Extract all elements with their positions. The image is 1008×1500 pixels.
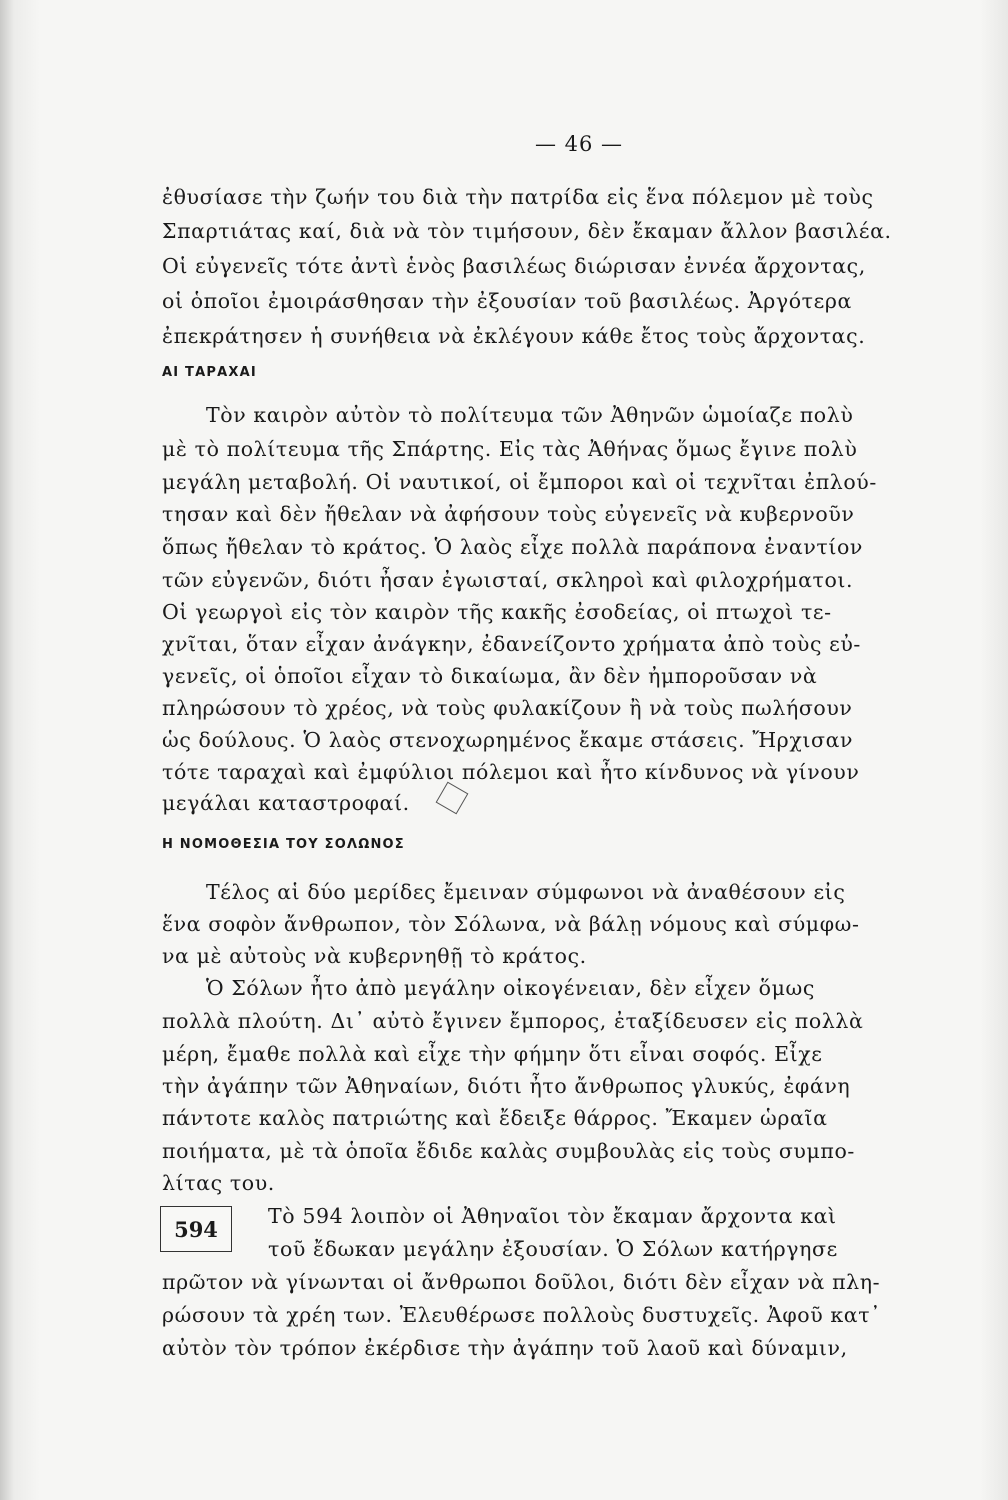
text-line: οἱ ὁποῖοι ἐμοιράσθησαν τὴν ἐξουσίαν τοῦ βασιλέως. Ἀργότερα bbox=[162, 289, 852, 313]
text-line: Οἱ εὐγενεῖς τότε ἀντὶ ἑνὸς βασιλέως διώρισαν ἐννέα ἄρχοντας, bbox=[162, 254, 866, 278]
text-line: χνῖται, ὅταν εἶχαν ἀνάγκην, ἐδανείζοντο χρήματα ἀπὸ τοὺς εὐ- bbox=[162, 632, 861, 656]
text-line: να μὲ αὐτοὺς νὰ κυβερνηθῇ τὸ κράτος. bbox=[162, 944, 587, 968]
text-line: τοῦ ἔδωκαν μεγάλην ἐξουσίαν. Ὁ Σόλων κατήργησε bbox=[268, 1237, 838, 1261]
text-line: Τέλος αἱ δύο μερίδες ἔμειναν σύμφωνοι νὰ ἀναθέσουν εἰς bbox=[206, 880, 846, 904]
text-line: γενεῖς, οἱ ὁποῖοι εἶχαν τὸ δικαίωμα, ἂν δὲν ἠμποροῦσαν νὰ bbox=[162, 664, 818, 688]
text-line: Οἱ γεωργοὶ εἰς τὸν καιρὸν τῆς κακῆς ἐσοδείας, οἱ πτωχοὶ τε- bbox=[162, 600, 832, 624]
text-line: Τὸ 594 λοιπὸν οἱ Ἀθηναῖοι τὸν ἔκαμαν ἄρχοντα καὶ bbox=[268, 1204, 837, 1228]
text-line: πρῶτον νὰ γίνωνται οἱ ἄνθρωποι δοῦλοι, διότι δὲν εἶχαν νὰ πλη- bbox=[162, 1270, 881, 1294]
text-line: τησαν καὶ δὲν ἤθελαν νὰ ἀφήσουν τοὺς εὐγενεῖς νὰ κυβερνοῦν bbox=[162, 502, 855, 526]
section-heading: Η ΝΟΜΟΘΕΣΙΑ ΤΟΥ ΣΟΛΩΝΟΣ bbox=[162, 837, 405, 852]
text-line: Ὁ Σόλων ἦτο ἀπὸ μεγάλην οἰκογένειαν, δὲν εἶχεν ὅμως bbox=[206, 976, 815, 1000]
text-line: πολλὰ πλούτη. Δι᾿ αὐτὸ ἔγινεν ἔμπορος, ἐταξίδευσεν εἰς πολλὰ bbox=[162, 1009, 864, 1033]
text-line: ποιήματα, μὲ τὰ ὁποῖα ἔδιδε καλὰς συμβουλὰς εἰς τοὺς συμπο- bbox=[162, 1139, 855, 1163]
text-line: πληρώσουν τὸ χρέος, νὰ τοὺς φυλακίζουν ἢ νὰ τοὺς πωλήσουν bbox=[162, 696, 853, 720]
text-line: μέρη, ἔμαθε πολλὰ καὶ εἶχε τὴν φήμην ὅτι εἶναι σοφός. Εἶχε bbox=[162, 1042, 823, 1066]
text-line: λίτας του. bbox=[162, 1171, 275, 1195]
section-heading: ΑΙ ΤΑΡΑΧΑΙ bbox=[162, 365, 257, 380]
text-line: Σπαρτιάτας καί, διὰ νὰ τὸν τιμήσουν, δὲν ἔκαμαν ἄλλον βασιλέα. bbox=[162, 219, 892, 243]
text-line: πάντοτε καλὸς πατριώτης καὶ ἔδειξε θάρρος. Ἔκαμεν ὡραῖα bbox=[162, 1106, 828, 1130]
text-line: Τὸν καιρὸν αὐτὸν τὸ πολίτευμα τῶν Ἀθηνῶν ὡμοίαζε πολὺ bbox=[206, 403, 854, 427]
text-line: ἐθυσίασε τὴν ζωήν του διὰ τὴν πατρίδα εἰς ἕνα πόλεμον μὲ τοὺς bbox=[162, 185, 874, 209]
text-line: ἕνα σοφὸν ἄνθρωπον, τὸν Σόλωνα, νὰ βάλῃ νόμους καὶ σύμφω- bbox=[162, 912, 860, 936]
text-line: τὴν ἀγάπην τῶν Ἀθηναίων, διότι ἦτο ἄνθρωπος γλυκύς, ἐφάνη bbox=[162, 1074, 851, 1098]
page-number: — 46 — bbox=[534, 132, 624, 156]
margin-year: 594 bbox=[174, 1216, 218, 1242]
margin-year-box bbox=[160, 1206, 232, 1252]
text-line: μεγάλη μεταβολή. Οἱ ναυτικοί, οἱ ἔμποροι καὶ οἱ τεχνῖται ἐπλού- bbox=[162, 470, 877, 494]
text-line: ὅπως ἤθελαν τὸ κράτος. Ὁ λαὸς εἶχε πολλὰ παράπονα ἐναντίον bbox=[162, 535, 863, 559]
text-line: ἐπεκράτησεν ἡ συνήθεια νὰ ἐκλέγουν κάθε ἔτος τοὺς ἄρχοντας. bbox=[162, 324, 866, 348]
text-line: αὐτὸν τὸν τρόπον ἐκέρδισε τὴν ἀγάπην τοῦ λαοῦ καὶ δύναμιν, bbox=[162, 1336, 848, 1360]
text-line: τῶν εὐγενῶν, διότι ἦσαν ἐγωισταί, σκληροὶ καὶ φιλοχρήματοι. bbox=[162, 568, 854, 592]
text-line: ρώσουν τὰ χρέη των. Ἐλευθέρωσε πολλοὺς δυστυχεῖς. Ἀφοῦ κατ᾿ bbox=[162, 1303, 882, 1327]
text-line: μεγάλαι καταστροφαί. bbox=[162, 791, 410, 815]
text-line: τότε ταραχαὶ καὶ ἐμφύλιοι πόλεμοι καὶ ἦτο κίνδυνος νὰ γίνουν bbox=[162, 760, 860, 784]
text-line: μὲ τὸ πολίτευμα τῆς Σπάρτης. Εἰς τὰς Ἀθήνας ὅμως ἔγινε πολὺ bbox=[162, 437, 858, 461]
text-line: ὡς δούλους. Ὁ λαὸς στενοχωρημένος ἔκαμε στάσεις. Ἤρχισαν bbox=[162, 728, 854, 752]
